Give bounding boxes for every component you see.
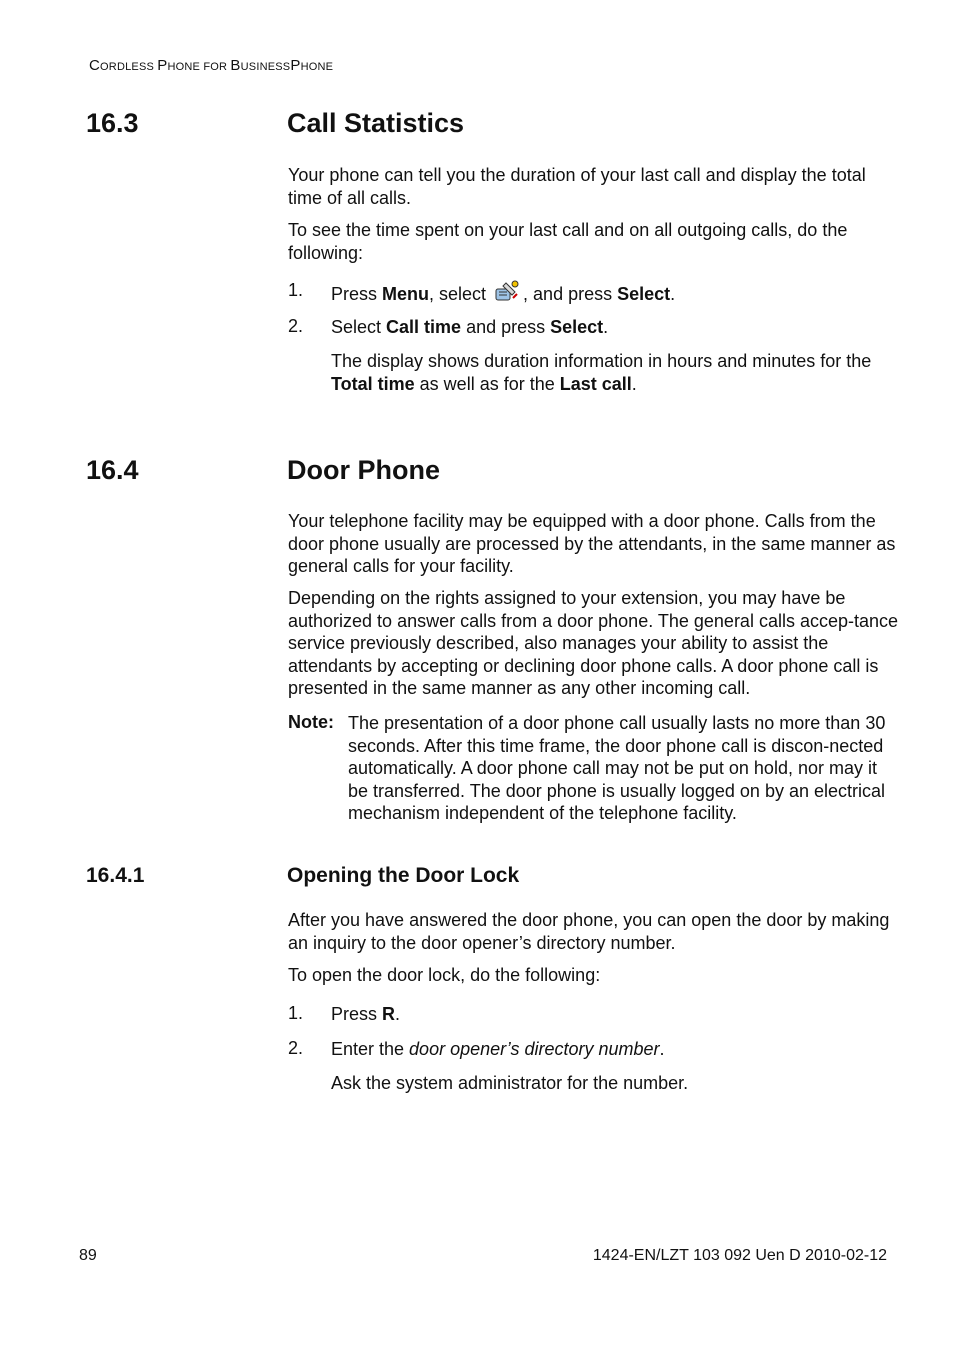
- section-title-call-statistics: Call Statistics: [287, 108, 465, 138]
- paragraph: To see the time spent on your last call and on all outgoing calls, do the following:: [288, 220, 848, 263]
- step-number: 2.: [288, 1038, 304, 1058]
- step-text: Enter the door opener’s directory number.: [331, 1039, 665, 1059]
- phone-settings-icon: [493, 280, 521, 304]
- section-title-opening-door-lock: Opening the Door Lock: [287, 864, 520, 887]
- step-number: 2.: [288, 316, 304, 336]
- note-text: The presentation of a door phone call usually lasts no more than 30 seconds. After this time frame, the door phone call is discon-nected automatically. A door phone call may not be put on hold, nor may it be transferred. The door phone is usually logged on by an electrical mechanism independent of the telephone facility.: [348, 713, 886, 823]
- paragraph: Your telephone facility may be equipped with a door phone. Calls from the door phone usually are processed by the attendants, in the same manner as general calls for your facility.: [288, 511, 896, 576]
- document-id: 1424-EN/LZT 103 092 Uen D 2010-02-12: [592, 1247, 887, 1264]
- step-text: Press Menu, select , and press Select.: [331, 280, 891, 306]
- page-number: 89: [79, 1247, 97, 1264]
- step-text: Press R.: [331, 1004, 401, 1024]
- section-number-16-3: 16.3: [86, 108, 139, 138]
- paragraph: To open the door lock, do the following:: [288, 965, 601, 985]
- step-detail: The display shows duration information in hours and minutes for the Total time as well as for the Last call.: [331, 351, 872, 394]
- step-detail: Ask the system administrator for the number.: [331, 1073, 689, 1093]
- note-label: Note:: [288, 712, 334, 732]
- paragraph: After you have answered the door phone, you can open the door by making an inquiry to the door opener’s directory number.: [288, 910, 890, 953]
- section-number-16-4: 16.4: [86, 455, 139, 485]
- section-title-door-phone: Door Phone: [287, 455, 440, 485]
- section-number-16-4-1: 16.4.1: [86, 864, 145, 887]
- step-number: 1.: [288, 1003, 304, 1023]
- running-header: CORDLESS PHONE FOR BUSINESSPHONE: [89, 57, 334, 74]
- paragraph: Your phone can tell you the duration of your last call and display the total time of all calls.: [288, 165, 866, 208]
- paragraph: Depending on the rights assigned to your extension, you may have be authorized to answer calls from a door phone. The general calls accep-tance service previously described, also manages your ability to assist the attendants by accepting or declining door phone calls. A door phone call is presented in the same manner as any other incoming call.: [288, 588, 899, 698]
- step-text: Select Call time and press Select.: [331, 317, 609, 337]
- step-number: 1.: [288, 280, 304, 300]
